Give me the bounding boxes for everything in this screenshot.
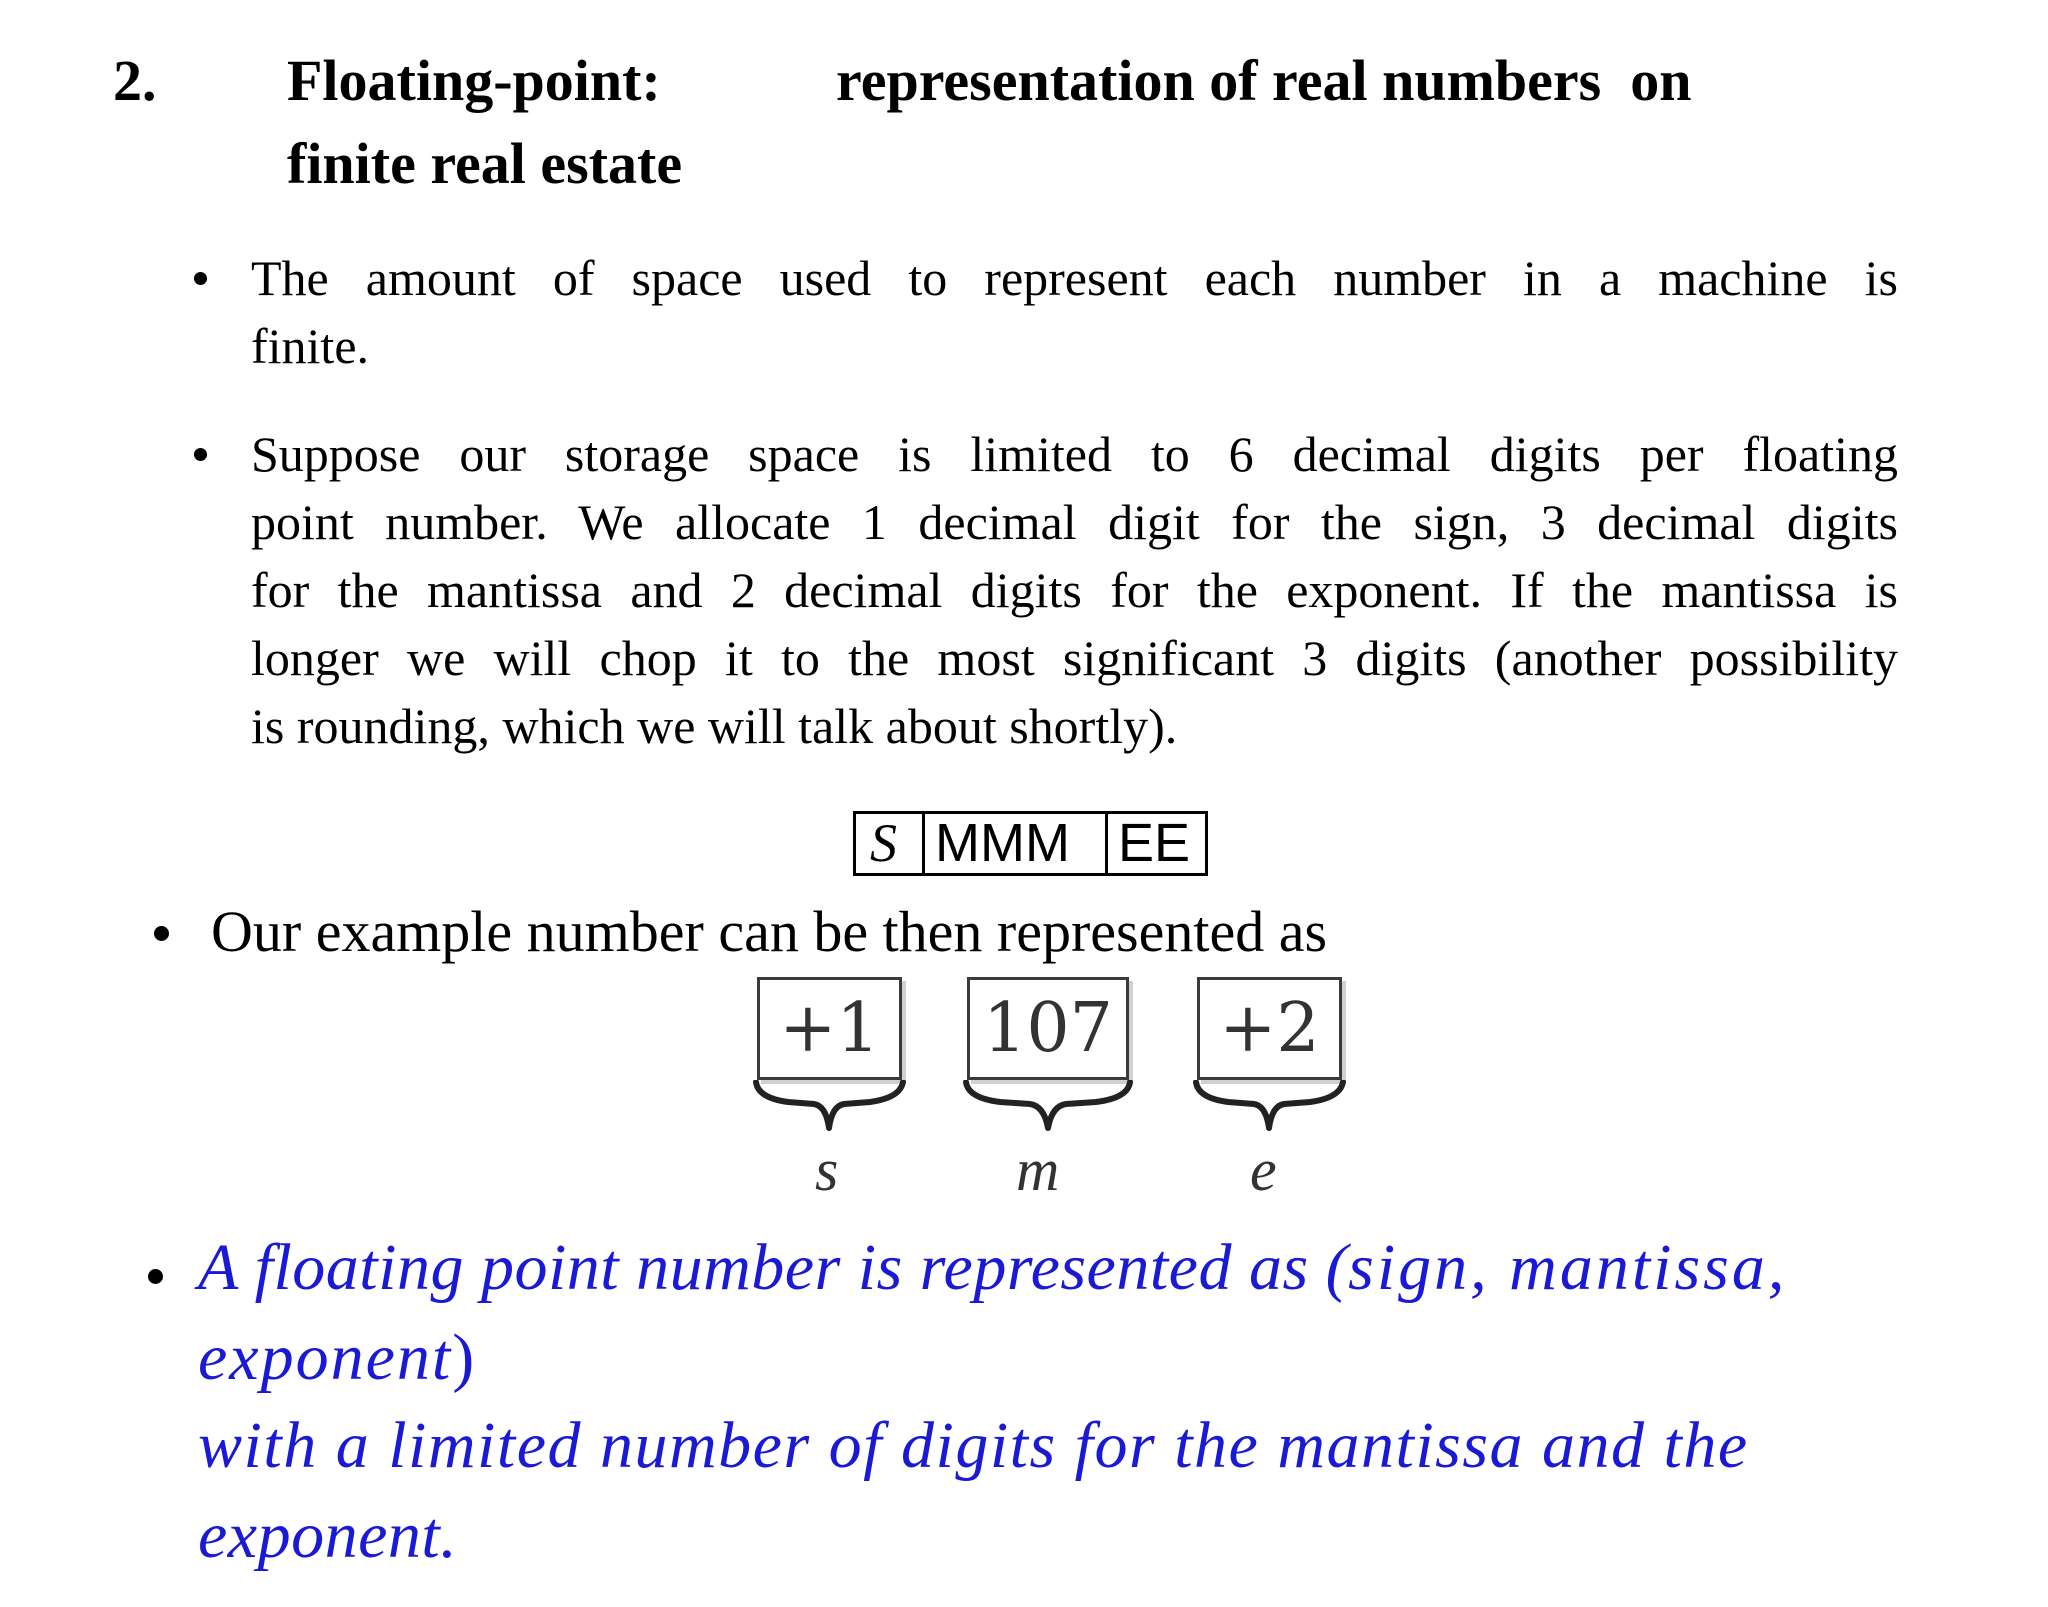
summary-line-1-a: A floating point number is represented as (	[198, 1231, 1349, 1304]
summary-line-2-a: exponent	[198, 1321, 453, 1394]
example-text: Our example number can be then represented as	[211, 899, 1328, 964]
summary-line-3: with a limited number of digits for the mantissa and the	[198, 1409, 1749, 1482]
bullet-2-line-5: is rounding, which we will talk about shortly).	[251, 698, 1178, 754]
format-sign-cell: S	[870, 814, 897, 873]
exponent-underbrace	[1192, 1080, 1347, 1140]
mantissa-underbrace	[962, 1080, 1134, 1140]
sign-underbrace	[752, 1080, 907, 1140]
storage-format-diagram	[853, 811, 1208, 876]
bullet-2-line-1: Suppose our storage space is limited to 6 decimal digits per floating	[251, 426, 1898, 482]
summary-line-4: exponent.	[198, 1499, 458, 1572]
example-exponent-box: +2	[1197, 977, 1342, 1080]
mantissa-label: m	[1016, 1137, 1060, 1203]
format-exponent-cell: EE	[1105, 814, 1205, 873]
section-title-line2: finite real estate	[287, 131, 683, 196]
bullet-dot-1	[194, 272, 207, 285]
section-title-right: representation of real numbers on	[836, 48, 1692, 113]
exponent-label: e	[1250, 1137, 1277, 1203]
format-mantissa-cell: MMM	[922, 814, 1105, 873]
sign-label: s	[815, 1137, 839, 1203]
bullet-dot-3	[154, 926, 169, 941]
summary-line-2-b: )	[452, 1321, 475, 1394]
summary-line-1	[198, 1231, 1788, 1304]
bullet-1-line-2: finite.	[251, 318, 370, 374]
bullet-2-line-4: longer we will chop it to the most significant 3 digits (another possibility	[251, 630, 1898, 686]
summary-line-2	[198, 1321, 475, 1394]
section-number: 2.	[113, 48, 157, 113]
example-mantissa-box: 107	[967, 977, 1129, 1080]
section-title-left: Floating-point:	[287, 48, 661, 113]
bullet-1-line-1: The amount of space used to represent each number in a machine is	[251, 250, 1898, 306]
bullet-2-line-2: point number. We allocate 1 decimal digit for the sign, 3 decimal digits	[251, 494, 1898, 550]
example-sign-box: +1	[757, 977, 902, 1080]
bullet-dot-2	[194, 448, 207, 461]
bullet-dot-4	[148, 1269, 163, 1284]
bullet-2-line-3: for the mantissa and 2 decimal digits for the exponent. If the mantissa is	[251, 562, 1898, 618]
summary-line-1-b: sign, mantissa,	[1348, 1231, 1788, 1304]
